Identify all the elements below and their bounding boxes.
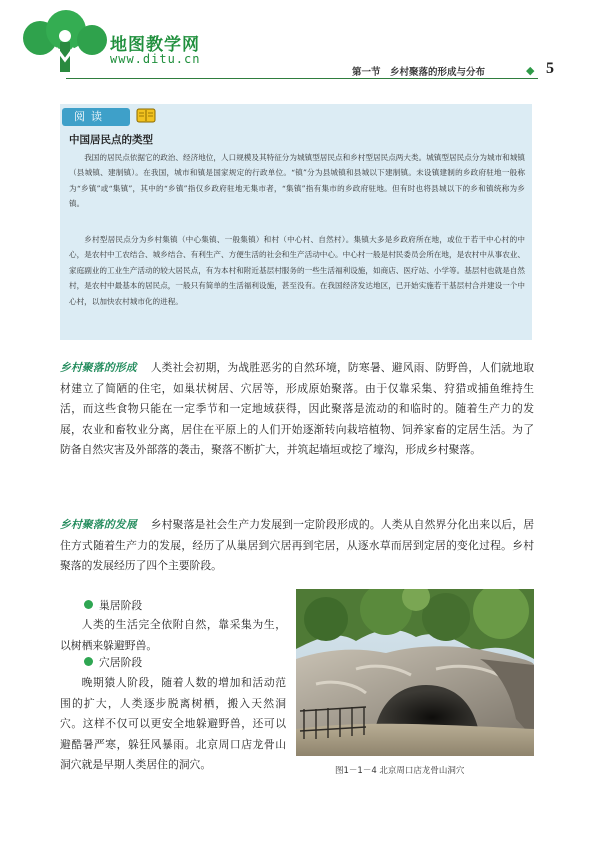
figure-caption: 图1－1－4 北京周口店龙骨山洞穴 — [335, 766, 465, 776]
stage-heading — [84, 596, 142, 616]
reading-paragraph: 我国的居民点依据它的政治、经济地位，人口规模及其特征分为城镇型居民点和乡村型居民点两大类。城镇型居民点分为城市和城镇（县城镇、建制镇）。在我国，城市和镇是国家规定的行政单位。“镇”分为县城镇和县城以下建制镇。未设镇建制的乡政府驻地一般称为“乡镇”或“集镇”，其中的“乡镇”指仅乡政府驻地无集市者，“集镇”指有集市的乡政府驻地。但有时也将县城以下的乡和镇统称为乡镇。 — [69, 153, 525, 209]
logo-url: www.ditu.cn — [110, 52, 201, 66]
logo-title: 地图教学网 — [110, 35, 200, 55]
header-rule — [66, 78, 538, 79]
paragraph-text: 乡村聚落是社会生产力发展到一定阶段形成的。人类从自然界分化出来以后，居住方式随着生产力的发展，经历了从巢居到穴居再到宅居，从逐水草而居到定居的变化过程。乡村聚落的发展经历了四个主要阶段。 — [60, 518, 535, 572]
stage-text: 晚期猿人阶段，随着人数的增加和活动范围的扩大，人类逐步脱离树栖，搬入天然洞穴。这样不仅可以更安全地躲避野兽，还可以避酷暑严寒，躲狂风暴雨。北京周口店龙骨山洞穴就是早期人类居住的洞穴。 — [60, 676, 286, 771]
bullet-dot-icon — [84, 657, 93, 666]
reading-title: 中国居民点的类型 — [69, 134, 153, 146]
cave-photo — [296, 589, 534, 756]
body-paragraph-development — [60, 515, 534, 577]
stage-heading — [84, 653, 142, 673]
body-paragraph-formation — [60, 358, 534, 461]
paragraph-lead-heading: 乡村聚落的形成 — [60, 361, 137, 374]
stage-title: 穴居阶段 — [99, 656, 143, 669]
reading-paragraph: 乡村型居民点分为乡村集镇（中心集镇、一般集镇）和村（中心村、自然村）。集镇大多是乡政府所在地，或位于若干中心村的中心，是农村中工农结合、城乡结合、有利生产、方便生活的社会和生产活动中心。中心村一般是村民委员会所在地，是农村中从事农业、家庭副业的工业生产活动的较大居民点，有为本村和附近基层村服务的一些生活福利设施，如商店、医疗站、小学等。基层村也就是自然村，是农村中最基本的居民点，一般只有简单的生活福利设施，甚至没有。在我国经济发达地区，已开始实施若干基层村合并建设一个中心村，以加快农村城市化的进程。 — [69, 235, 525, 306]
book-icon — [136, 108, 156, 123]
stage-text: 人类的生活完全依附自然，靠采集为生，以树栖来躲避野兽。 — [60, 618, 286, 652]
paragraph-lead-heading: 乡村聚落的发展 — [60, 518, 137, 531]
tree-logo-icon — [23, 10, 107, 72]
paragraph-text: 人类社会初期，为战胜恶劣的自然环境，防寒暑、避风雨、防野兽，人们就地取材建立了简陋的住宅，如巢状树居、穴居等，形成原始聚落。由于仅靠采集、狩猎或捕鱼维持生活，而这些食物只能在一定季节和一定地域获得，因此聚落是流动的和临时的。随着生产力的发展，农业和畜牧业分离，居住在平原上的人们开始逐渐转向栽培植物、饲养家畜的定居生活。为了防备自然灾害及外部落的袭击，聚落不断扩大，并筑起墙垣或挖了壕沟，形成乡村聚落。 — [60, 361, 535, 456]
reading-tab-label: 阅读 — [62, 108, 130, 126]
diamond-icon: ◆ — [526, 64, 535, 77]
section-header: 第一节 乡村聚落的形成与分布 — [352, 67, 486, 78]
page-number: 5 — [546, 60, 554, 77]
stage-title: 巢居阶段 — [99, 599, 143, 612]
bullet-dot-icon — [84, 600, 93, 609]
